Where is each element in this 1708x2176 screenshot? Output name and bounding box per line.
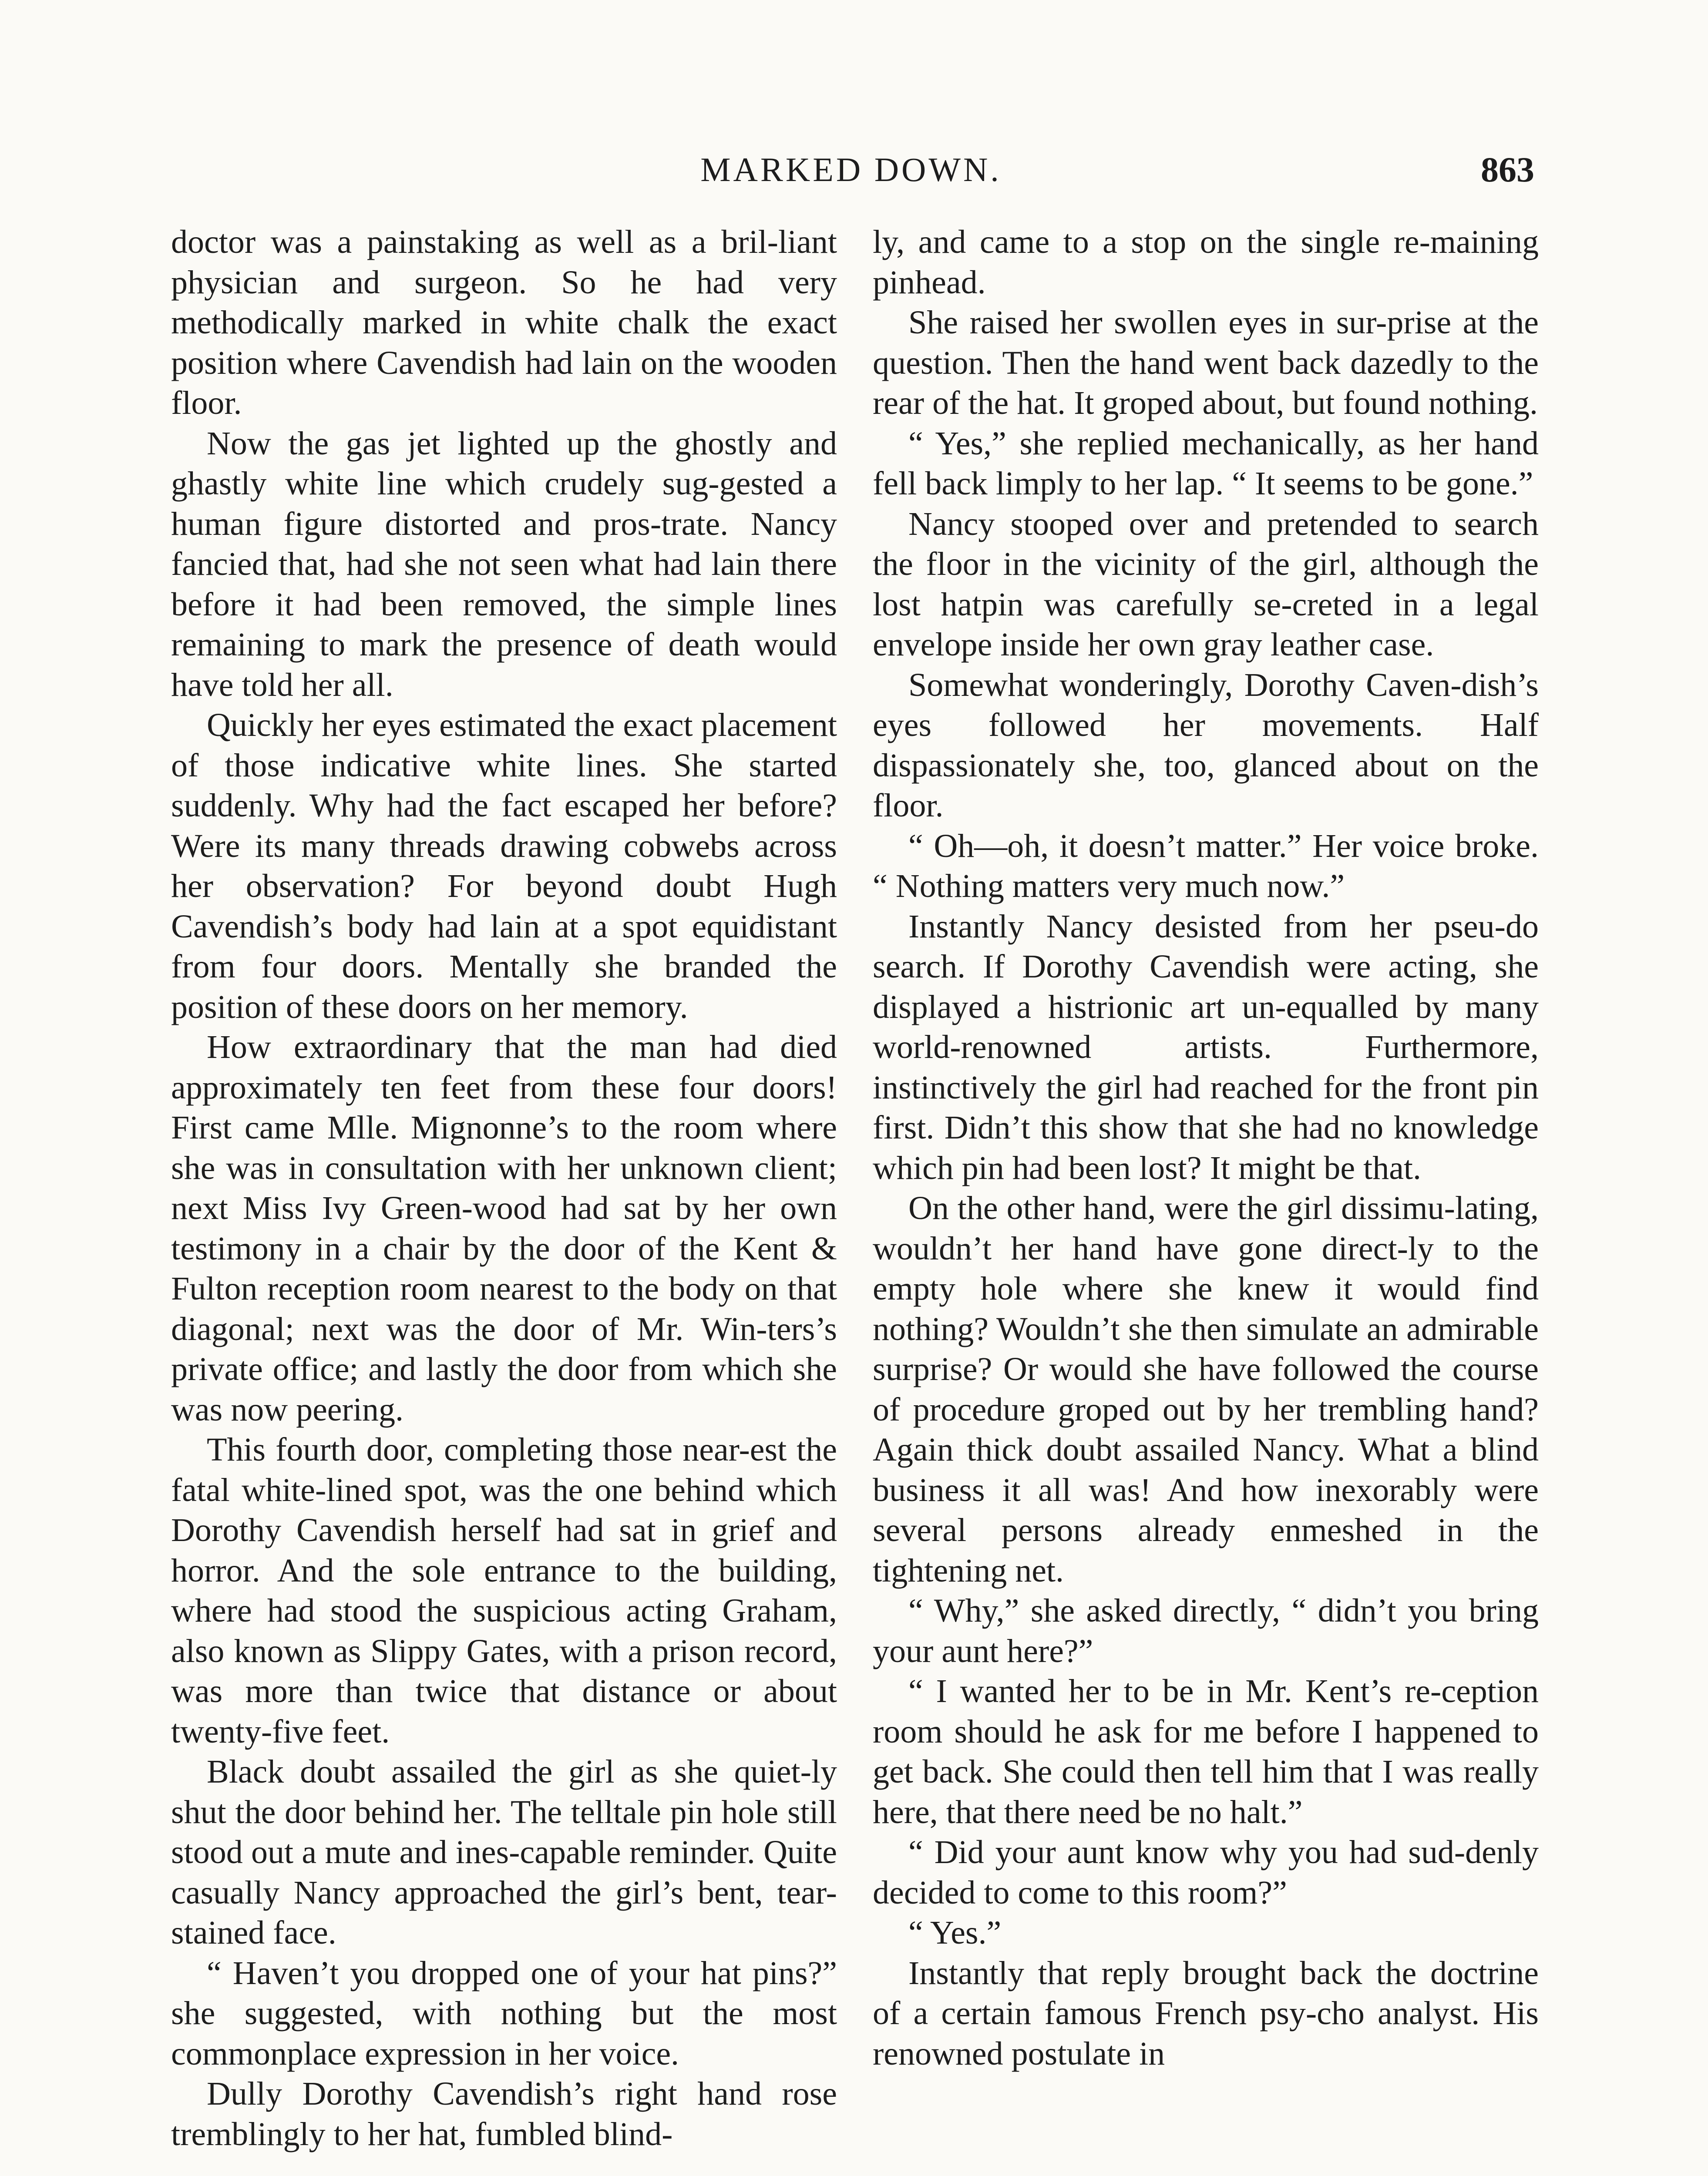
- paragraph: “ Oh—oh, it doesn’t matter.” Her voice broke. “ Nothing matters very much now.”: [873, 827, 1539, 904]
- paragraph: “ Yes,” she replied mechanically, as her hand fell back limply to her lap. “ It seems to be gone.”: [873, 425, 1539, 502]
- paragraph: “ Why,” she asked directly, “ didn’t you bring your aunt here?”: [873, 1592, 1539, 1669]
- paragraph: On the other hand, were the girl dissimu-lating, wouldn’t her hand have gone direct-ly to the empty hole where she knew it would find nothing? Wouldn’t she then simulate an admirable surprise? Or would she have followed the course of procedure groped out by her trembling hand? Again thick doubt assailed Nancy. What a blind business it all was! And how inexorably were several persons already enmeshed in the tightening net.: [873, 1190, 1539, 1589]
- page-header: [168, 144, 1534, 196]
- paragraph: “ Yes.”: [908, 1914, 1002, 1951]
- paragraph: “ Did your aunt know why you had sud-denly decided to come to this room?”: [873, 1834, 1539, 1911]
- paragraph: This fourth door, completing those near-est the fatal white-lined spot, was the one behind which Dorothy Cavendish herself had sat in grief and horror. And the sole entrance to the building, where had stood the suspicious acting Graham, also known as Slippy Gates, with a prison record, was more than twice that distance or about twenty-five feet.: [171, 1431, 837, 1750]
- paragraph: Black doubt assailed the girl as she quiet-ly shut the door behind her. The telltale pin hole still stood out a mute and ines-capable reminder. Quite casually Nancy approached the girl’s bent, tear-stained face.: [171, 1753, 837, 1951]
- paragraph: “ I wanted her to be in Mr. Kent’s re-ception room should he ask for me before I happened to get back. She could then tell him that I was really here, that there need be no halt.”: [873, 1673, 1539, 1830]
- page-number: 863: [1481, 150, 1534, 189]
- paragraph: Somewhat wonderingly, Dorothy Caven-dish’s eyes followed her movements. Half dispassionately she, too, glanced about on the floor.: [873, 666, 1539, 824]
- paragraph: doctor was a painstaking as well as a bril-liant physician and surgeon. So he had very methodically marked in white chalk the exact position where Cavendish had lain on the wooden floor.: [171, 224, 837, 421]
- paragraph: How extraordinary that the man had died approximately ten feet from these four doors! First came Mlle. Mignonne’s to the room where she was in consultation with her unknown client; next Miss Ivy Green-wood had sat by her own testimony in a chair by the door of the Kent & Fulton reception room nearest to the body on that diagonal; next was the door of Mr. Win-ters’s private office; and lastly the door from which she was now peering.: [171, 1029, 837, 1428]
- paragraph: “ Haven’t you dropped one of your hat pins?” she suggested, with nothing but the most commonplace expression in her voice.: [171, 1954, 837, 2072]
- paragraph: Instantly that reply brought back the doctrine of a certain famous French psy-cho analyst. His renowned postulate in: [873, 1954, 1539, 2072]
- paragraph: She raised her swollen eyes in sur-prise at the question. Then the hand went back dazedly to the rear of the hat. It groped about, but found nothing.: [873, 304, 1539, 421]
- paragraph: Nancy stooped over and pretended to search the floor in the vicinity of the girl, although the lost hatpin was carefully se-creted in a legal envelope inside her own gray leather case.: [873, 505, 1539, 663]
- paragraph: Quickly her eyes estimated the exact placement of those indicative white lines. She started suddenly. Why had the fact escaped her before? Were its many threads drawing cobwebs across her observation? For beyond doubt Hugh Cavendish’s body had lain at a spot equidistant from four doors. Mentally she branded the position of these doors on her memory.: [171, 707, 837, 1025]
- paragraph: Now the gas jet lighted up the ghostly and ghastly white line which crudely sug-gested a human figure distorted and pros-trate. Nancy fancied that, had she not seen what had lain there before it had been removed, the simple lines remaining to mark the presence of death would have told her all.: [171, 425, 837, 703]
- running-title: MARKED DOWN.: [700, 151, 1002, 188]
- left-column: [171, 222, 837, 2154]
- paragraph: Dully Dorothy Cavendish’s right hand rose tremblingly to her hat, fumbled blind-: [171, 2075, 837, 2152]
- paragraph: ly, and came to a stop on the single re-maining pinhead.: [873, 224, 1539, 301]
- paragraph: Instantly Nancy desisted from her pseu-do search. If Dorothy Cavendish were acting, she displayed a histrionic art un-equalled by many world-renowned artists. Furthermore, instinctively the girl had reached for the front pin first. Didn’t this show that she had no knowledge which pin had been lost? It might be that.: [873, 908, 1539, 1186]
- right-column: [873, 222, 1539, 2074]
